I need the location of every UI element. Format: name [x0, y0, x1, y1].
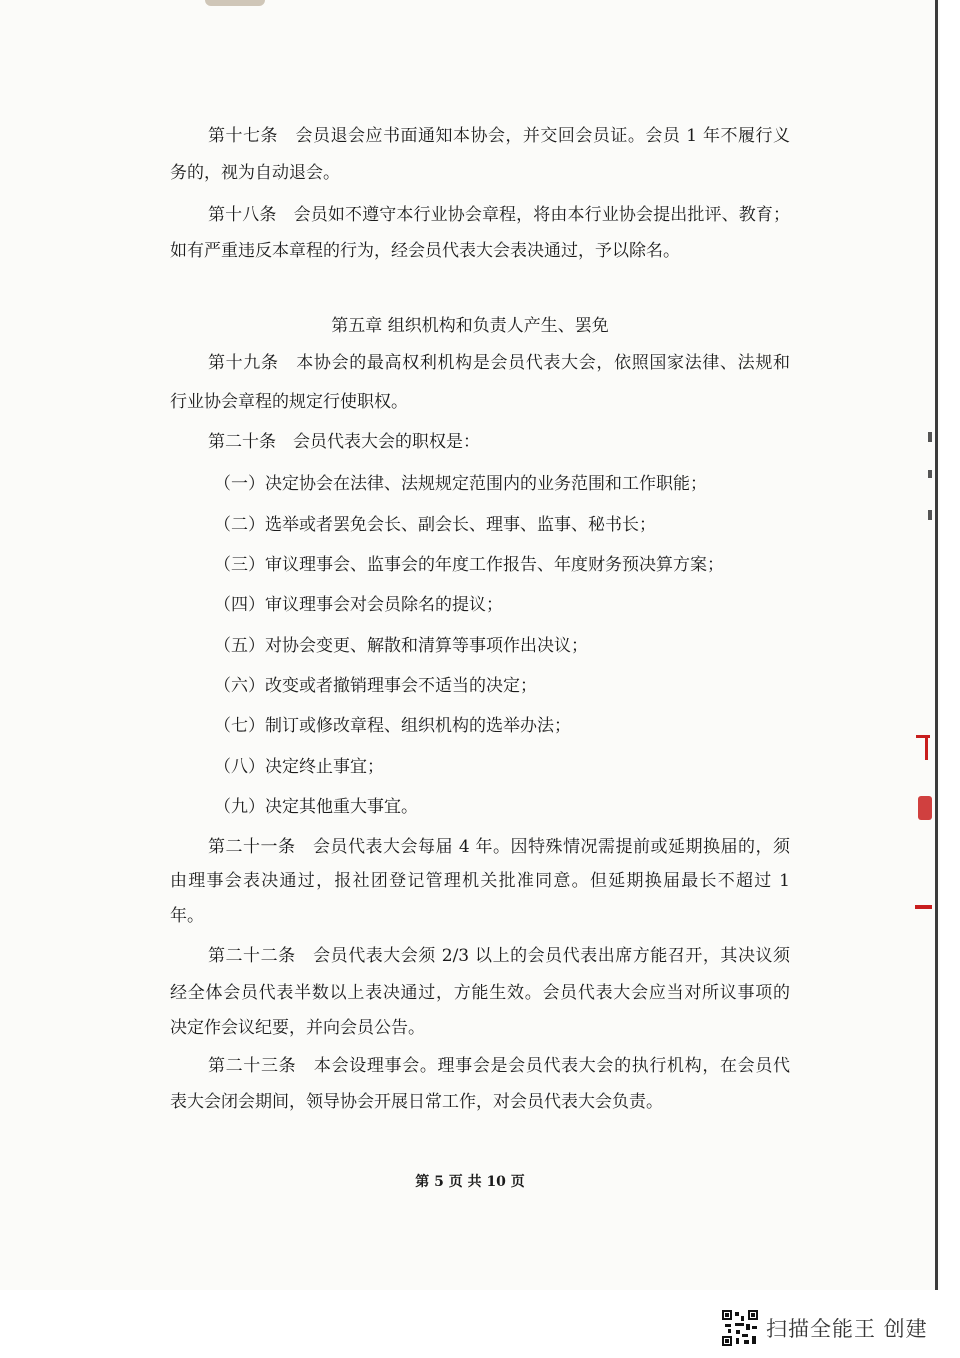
article-20-item: （七）制订或修改章程、组织机构的选举办法； — [214, 716, 571, 736]
binding-mark — [928, 432, 932, 442]
article-18-line-1: 第十八条 会员如不遵守本行业协会章程，将由本行业协会提出批评、教育； — [208, 205, 790, 225]
chapter-heading: 第五章 组织机构和负责人产生、罢免 — [331, 316, 609, 336]
qr-code-icon — [722, 1310, 758, 1346]
article-22-line-3: 决定作会议纪要，并向会员公告。 — [170, 1018, 425, 1038]
article-20-item: （六）改变或者撤销理事会不适当的决定； — [214, 676, 537, 696]
article-21-line-3: 年。 — [170, 906, 204, 926]
article-20-item: （九）决定其他重大事宜。 — [214, 797, 418, 817]
article-20-heading: 第二十条 会员代表大会的职权是： — [208, 432, 480, 452]
binding-mark — [928, 510, 932, 520]
seal-fragment — [925, 738, 928, 760]
scanner-watermark — [722, 1310, 928, 1346]
article-22-line-2: 经全体会员代表半数以上表决通过，方能生效。会员代表大会应当对所议事项的 — [170, 983, 790, 1003]
article-21-line-2: 由理事会表决通过，报社团登记管理机关批准同意。但延期换届最长不超过 1 — [170, 871, 790, 891]
article-19-line-1: 第十九条 本协会的最高权利机构是会员代表大会，依照国家法律、法规和 — [208, 353, 790, 373]
scan-edge — [935, 0, 938, 1290]
article-18-line-2: 如有严重违反本章程的行为，经会员代表大会表决通过，予以除名。 — [170, 241, 680, 261]
article-20-item: （一）决定协会在法律、法规规定范围内的业务范围和工作职能； — [214, 474, 707, 494]
scan-smudge — [205, 0, 265, 6]
article-20-item: （二）选举或者罢免会长、副会长、理事、监事、秘书长； — [214, 515, 656, 535]
article-23-line-2: 表大会闭会期间，领导协会开展日常工作，对会员代表大会负责。 — [170, 1092, 663, 1112]
article-23-line-1: 第二十三条 本会设理事会。理事会是会员代表大会的执行机构，在会员代 — [208, 1056, 790, 1076]
article-17-line-2: 务的，视为自动退会。 — [170, 163, 340, 183]
binding-mark — [928, 470, 932, 478]
article-21-line-1: 第二十一条 会员代表大会每届 4 年。因特殊情况需提前或延期换届的，须 — [208, 837, 790, 857]
seal-fragment — [915, 905, 932, 909]
article-17-line-1: 第十七条 会员退会应书面通知本协会，并交回会员证。会员 1 年不履行义 — [208, 126, 790, 146]
article-20-item: （四）审议理事会对会员除名的提议； — [214, 595, 503, 615]
article-20-item: （八）决定终止事宜； — [214, 757, 384, 777]
watermark-text: 扫描全能王 创建 — [766, 1317, 928, 1341]
seal-fragment — [918, 796, 932, 820]
page-number: 第 5 页 共 10 页 — [415, 1174, 525, 1190]
article-19-line-2: 行业协会章程的规定行使职权。 — [170, 392, 408, 412]
article-20-item: （三）审议理事会、监事会的年度工作报告、年度财务预决算方案； — [214, 555, 724, 575]
article-22-line-1: 第二十二条 会员代表大会须 2/3 以上的会员代表出席方能召开，其决议须 — [208, 946, 790, 966]
article-20-item: （五）对协会变更、解散和清算等事项作出决议； — [214, 636, 588, 656]
